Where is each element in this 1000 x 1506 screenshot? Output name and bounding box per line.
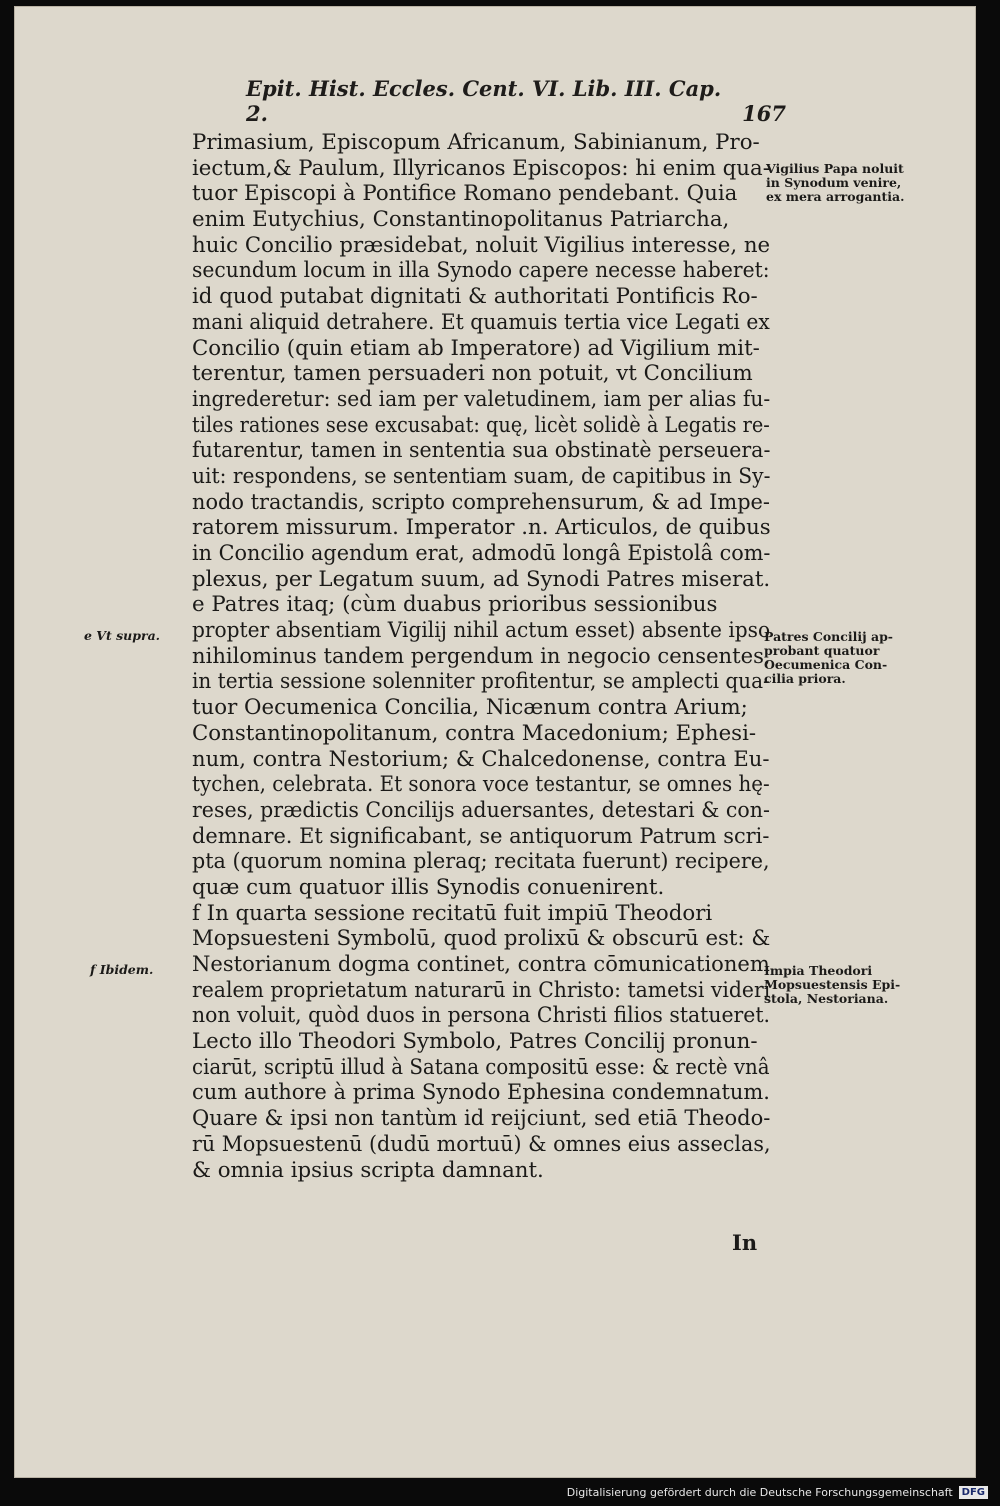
- text-line: Nestorianum dogma continet, contra cōmunicationem: [192, 952, 770, 977]
- text-line: tychen, celebrata. Et sonora voce testantur, se omnes hę-: [192, 772, 770, 798]
- text-line: ratorem missurum. Imperator .n. Articulos, de quibus: [192, 515, 771, 541]
- margin-note-line: cilia priora.: [764, 671, 846, 686]
- dfg-logo: DFG: [959, 1486, 988, 1499]
- running-header: [246, 76, 786, 126]
- text-line: pta (quorum nomina pleraq; recitata fuerunt) recipere,: [192, 849, 770, 875]
- text-line: tuor Oecumenica Concilia, Nicænum contra Arium;: [192, 695, 748, 721]
- side-note-ibidem: f Ibidem.: [90, 962, 154, 977]
- text-line: Concilio (quin etiam ab Imperatore) ad Vigilium mit-: [192, 335, 760, 361]
- text-line: nodo tractandis, scripto comprehensurum, & ad Impe-: [192, 489, 770, 515]
- margin-note-line: ex mera arrogantia.: [766, 189, 905, 204]
- text-line: demnare. Et significabant, se antiquorum Patrum scri-: [192, 823, 770, 849]
- margin-note-line: Mopsuestensis Epi-: [764, 977, 901, 992]
- text-line: realem proprietatum naturarū in Christo: tametsi videri: [192, 977, 771, 1003]
- text-line: ingrederetur: sed iam per valetudinem, iam per alias fu-: [192, 386, 771, 412]
- text-line: num, contra Nestorium; & Chalcedonense, contra Eu-: [192, 746, 770, 772]
- text-line: non voluit, quòd duos in persona Christi filios statueret.: [192, 1003, 771, 1029]
- text-line: reses, prædictis Concilijs aduersantes, detestari & con-: [192, 797, 770, 823]
- text-line: Lecto illo Theodori Symbolo, Patres Concilij pronun-: [192, 1029, 758, 1055]
- margin-note-line: Patres Concilij ap-: [764, 629, 893, 644]
- margin-note-vigilius: [766, 162, 904, 204]
- text-line: plexus, per Legatum suum, ad Synodi Patres miserat.: [192, 566, 770, 592]
- side-note-ut-supra: e Vt supra.: [84, 628, 161, 643]
- text-line: propter absentiam Vigilij nihil actum esset) absente ipso: [192, 618, 771, 644]
- margin-note-line: Oecumenica Con-: [764, 657, 888, 672]
- text-line: cum authore à prima Synodo Ephesina condemnatum.: [192, 1080, 770, 1106]
- text-line: id quod putabat dignitati & authoritati Pontificis Ro-: [192, 284, 758, 310]
- catchword: In: [732, 1230, 758, 1255]
- margin-note-line: Impia Theodori: [764, 963, 873, 978]
- text-line: secundum locum in illa Synodo capere necesse haberet:: [192, 258, 770, 284]
- text-line: rū Mopsuestenū (dudū mortuū) & omnes eius asseclas,: [192, 1131, 771, 1157]
- text-line: in Concilio agendum erat, admodū longâ Epistolâ com-: [192, 541, 771, 566]
- text-line: tiles rationes sese excusabat: quę, licèt solidè à Legatis re-: [192, 412, 770, 438]
- text-line: iectum,& Paulum, Illyricanos Episcopos: hi enim qua-: [192, 155, 770, 181]
- text-line: tuor Episcopi à Pontifice Romano pendebant. Quia: [192, 181, 738, 207]
- text-line: quæ cum quatuor illis Synodis conuenirent.: [192, 874, 665, 900]
- text-line: nihilominus tandem pergendum in negocio censentes,: [192, 643, 771, 669]
- margin-note-line: stola, Nestoriana.: [764, 991, 889, 1006]
- text-line: in tertia sessione solenniter profitentur, se amplecti qua-: [192, 669, 770, 695]
- margin-note-line: probant quatuor: [764, 643, 880, 658]
- footer-text: Digitalisierung gefördert durch die Deutsche Forschungsgemeinschaft: [566, 1485, 953, 1499]
- text-line: terentur, tamen persuaderi non potuit, vt Concilium: [192, 361, 753, 387]
- margin-note-theodori: [764, 964, 900, 1006]
- digitization-footer: [0, 1478, 1000, 1506]
- text-line: & omnia ipsius scripta damnant.: [192, 1157, 544, 1183]
- running-title: Epit. Hist. Eccles. Cent. VI. Lib. III. Cap. 2.: [246, 76, 722, 126]
- text-line: mani aliquid detrahere. Et quamuis tertia vice Legati ex: [192, 309, 770, 335]
- page-number: 167: [742, 101, 786, 126]
- text-line: ciarūt, scriptū illud à Satana compositū esse: & rectè vnâ: [192, 1054, 770, 1080]
- margin-note-line: Vigilius Papa noluit: [766, 161, 904, 176]
- text-line: Mopsuesteni Symbolū, quod prolixū & obscurū est: &: [192, 926, 771, 952]
- margin-note-patres: [764, 630, 893, 686]
- body-text: [192, 130, 770, 1183]
- text-line: Constantinopolitanum, contra Macedonium; Ephesi-: [192, 720, 757, 746]
- text-line: Primasium, Episcopum Africanum, Sabinianum, Pro-: [192, 130, 760, 155]
- text-line: Quare & ipsi non tantùm id reijciunt, sed etiā Theodo-: [192, 1106, 770, 1132]
- text-line: enim Eutychius, Constantinopolitanus Patriarcha,: [192, 207, 730, 233]
- text-line: huic Concilio præsidebat, noluit Vigilius interesse, ne: [192, 232, 770, 258]
- text-line: uit: respondens, se sententiam suam, de capitibus in Sy-: [192, 463, 770, 489]
- book-page: [14, 6, 976, 1478]
- margin-note-line: in Synodum venire,: [766, 175, 902, 190]
- text-line: f In quarta sessione recitatū fuit impiū Theodori: [192, 900, 713, 926]
- text-line: e Patres itaq; (cùm duabus prioribus sessionibus: [192, 592, 718, 618]
- text-line: futarentur, tamen in sententia sua obstinatè perseuera-: [192, 438, 771, 464]
